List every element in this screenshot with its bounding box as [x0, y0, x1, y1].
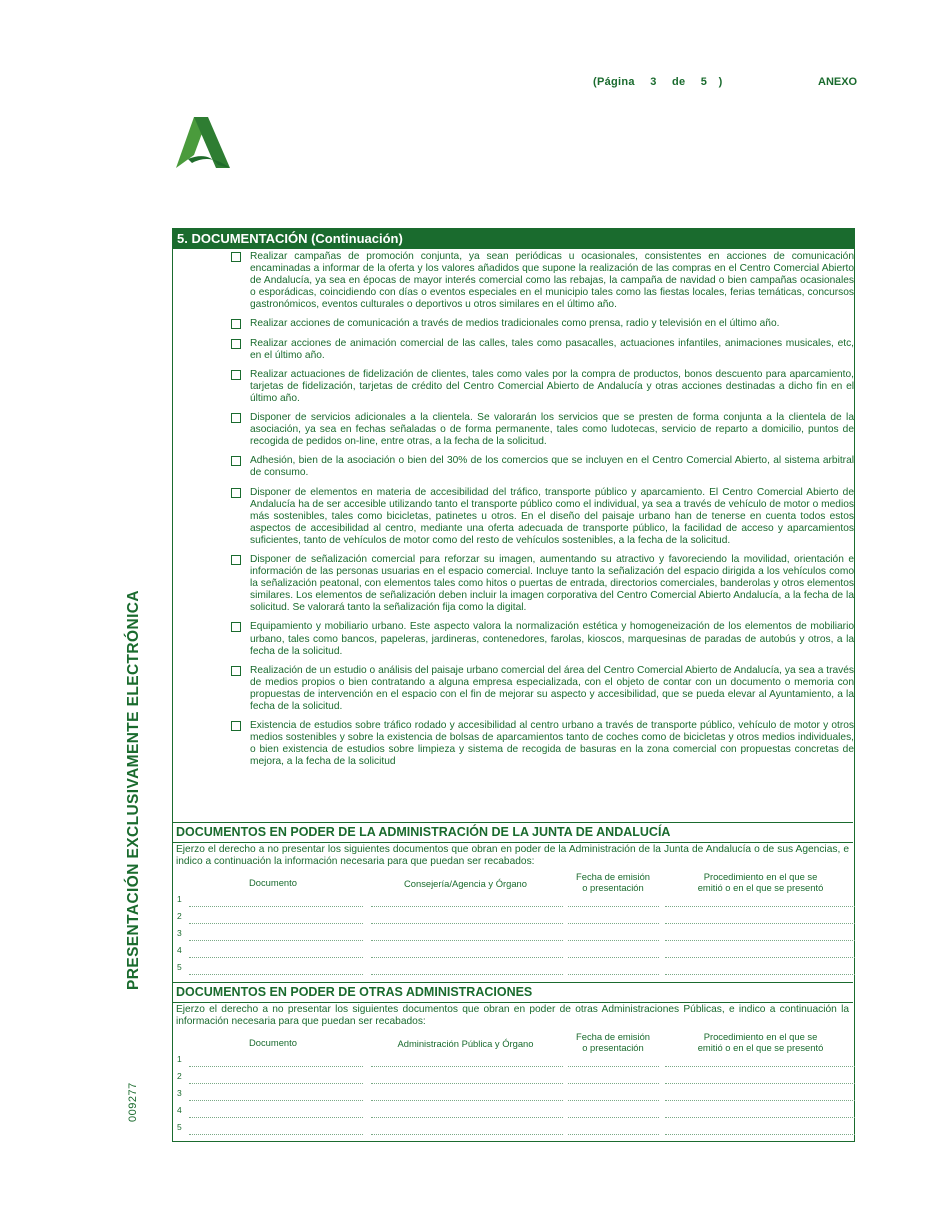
- other-docs-intro: Ejerzo el derecho a no presentar los siguientes documentos que obran en poder de otras Administraciones Públicas, e indico a continuación la información necesaria para que puedan ser recabados:: [176, 1004, 849, 1027]
- col-document: Documento: [249, 877, 297, 888]
- other-documents-section: [173, 982, 853, 1141]
- document-field[interactable]: [189, 906, 363, 907]
- checkbox[interactable]: [231, 555, 241, 565]
- date-field[interactable]: [568, 1100, 659, 1101]
- document-field[interactable]: [189, 1117, 363, 1118]
- date-field[interactable]: [568, 906, 659, 907]
- checklist-item: [230, 621, 856, 657]
- col-date-line1: Fecha de emisión: [576, 871, 650, 882]
- procedure-field[interactable]: [665, 923, 855, 924]
- col-procedure: [668, 1031, 853, 1053]
- procedure-field[interactable]: [665, 974, 855, 975]
- date-field[interactable]: [568, 1066, 659, 1067]
- col-proc-line2: emitió o en el que se presentó: [697, 1042, 824, 1053]
- body-field[interactable]: [371, 1066, 563, 1067]
- row-number: 1: [177, 1054, 182, 1064]
- document-field[interactable]: [189, 940, 363, 941]
- col-date: [563, 1031, 663, 1053]
- col-proc-line1: Procedimiento en el que se: [703, 1031, 818, 1042]
- col-body: Administración Pública y Órgano: [397, 1038, 534, 1049]
- checklist-item: [230, 338, 856, 362]
- body-field[interactable]: [371, 1134, 563, 1135]
- date-field[interactable]: [568, 974, 659, 975]
- junta-docs-title: DOCUMENTOS EN PODER DE LA ADMINISTRACIÓN DE LA JUNTA DE ANDALUCÍA: [173, 822, 853, 843]
- row-number: 5: [177, 1122, 182, 1132]
- checklist-item: [230, 554, 856, 614]
- date-field[interactable]: [568, 1134, 659, 1135]
- col-procedure: [668, 871, 853, 893]
- checklist-item: [230, 318, 856, 330]
- document-field[interactable]: [189, 1083, 363, 1084]
- date-field[interactable]: [568, 1083, 659, 1084]
- checklist-item-text: Realización de un estudio o análisis del paisaje urbano comercial del área del Centro Comercial Abierto de Andalucía, ya sea a través de medios propios o bien contratando a alguna empresa especializada, con el objeto de contar con un documento o memoria con propuestas de intervención en el espacio con el fin de mejorar su aspecto y accesibilidad, que se pueda elevar al Ayuntamiento, a la fecha de la solicitud.: [250, 664, 854, 712]
- checklist-item-text: Realizar acciones de comunicación a través de medios tradicionales como prensa, radio y televisión en el último año.: [250, 318, 780, 330]
- row-number: 3: [177, 1088, 182, 1098]
- checklist-item-text: Realizar actuaciones de fidelización de clientes, tales como vales por la compra de productos, bonos descuento para aparcamiento, tarjetas de fidelización, tarjetas de crédito del Centro Comercial Abierto de Andalucía y otras acciones destinadas a dicho fin en el último año.: [250, 368, 854, 404]
- checklist-item: [230, 665, 856, 713]
- checklist-item-text: Equipamiento y mobiliario urbano. Este aspecto valora la normalización estética y homogeneización de los elementos de mobiliario urbano, tales como bancos, papeleras, jardineras, contenedores, farolas, kioscos, marquesinas de paradas de autobús y otros, a la fecha de la solicitud.: [250, 621, 854, 657]
- col-document: Documento: [249, 1037, 297, 1048]
- checklist-item: [230, 251, 856, 311]
- body-field[interactable]: [371, 974, 563, 975]
- checklist-item-text: Realizar acciones de animación comercial de las calles, tales como pasacalles, actuaciones infantiles, animaciones musicales, etc, en el último año.: [250, 337, 854, 361]
- page-counter: [593, 76, 723, 88]
- checklist-item-text: Disponer de señalización comercial para reforzar su imagen, aumentando su atractivo y favoreciendo la movilidad, orientación e información de las personas usuarias en el espacio comercial. Incluye tanto la señalización del espacio dirigida a los vehículos como la señalización peatonal, con elementos tales como hitos o puertas de entrada, directorios comerciales, banderolas y otros elementos similares. Los elementos de señalización deben incluir la imagen corporativa del Centro Comercial Abierto Andalucía, a la fecha de la solicitud. Se valorará tanto la señalización fija como la digital.: [250, 553, 854, 614]
- checkbox[interactable]: [231, 413, 241, 423]
- checkbox[interactable]: [231, 622, 241, 632]
- body-field[interactable]: [371, 1100, 563, 1101]
- sidebar-title: PRESENTACIÓN EXCLUSIVAMENTE ELECTRÓNICA: [125, 590, 142, 990]
- page-total: 5: [700, 76, 708, 88]
- row-number: 1: [177, 894, 182, 904]
- checklist-item-text: Disponer de elementos en materia de accesibilidad del tráfico, transporte público y aparcamiento. El Centro Comercial Abierto de Andalucía ha de ser accesible utilizando tanto el transporte público como el individual, ya sea a través de vehículo de motor o medios más sostenibles, tales como bicicletas, patinetes u otros. En el diseño del paisaje urbano han de tenerse en cuenta todos estos aspectos de accesibilidad al centro, mediante una oferta adecuada de transporte público, la facilidad de acceso y aparcamientos suficientes, tanto de vehículos de motor como del resto de vehículos sostenibles, a la fecha de la solicitud.: [250, 486, 854, 546]
- procedure-field[interactable]: [665, 1100, 855, 1101]
- checkbox[interactable]: [231, 456, 241, 466]
- document-field[interactable]: [189, 1100, 363, 1101]
- body-field[interactable]: [371, 906, 563, 907]
- row-number: 3: [177, 928, 182, 938]
- procedure-field[interactable]: [665, 940, 855, 941]
- checklist-item-text: Realizar campañas de promoción conjunta, ya sean periódicas u ocasionales, consistentes en acciones de comunicación encaminadas a informar de la oferta y los valores añadidos que supone la realización de las compras en el Centro Comercial Abierto de Andalucía, ya sea en épocas de mayor interés comercial como las rebajas, la campaña de navidad o bien campañas ocasionales o esporádicas, coincidiendo con días o eventos especiales en el municipio tales como las fiestas locales, ferias temáticas, concursos gastronómicos, eventos culturales o deportivos u otros similares en el último año.: [250, 251, 854, 311]
- checkbox[interactable]: [231, 370, 241, 380]
- procedure-field[interactable]: [665, 957, 855, 958]
- date-field[interactable]: [568, 1117, 659, 1118]
- procedure-field[interactable]: [665, 1117, 855, 1118]
- checkbox[interactable]: [231, 488, 241, 498]
- checkbox[interactable]: [231, 721, 241, 731]
- requirements-checklist: [230, 251, 856, 775]
- body-field[interactable]: [371, 940, 563, 941]
- body-field[interactable]: [371, 923, 563, 924]
- checklist-item-text: Adhesión, bien de la asociación o bien del 30% de los comercios que se incluyen en el Centro Comercial Abierto, al sistema arbitral de consumo.: [250, 455, 854, 479]
- date-field[interactable]: [568, 923, 659, 924]
- document-field[interactable]: [189, 1134, 363, 1135]
- col-proc-line2: emitió o en el que se presentó: [697, 882, 824, 893]
- document-field[interactable]: [189, 1066, 363, 1067]
- other-docs-title: DOCUMENTOS EN PODER DE OTRAS ADMINISTRACIONES: [173, 982, 853, 1003]
- section-title: 5. DOCUMENTACIÓN (Continuación): [173, 229, 854, 249]
- junta-docs-intro: Ejerzo el derecho a no presentar los siguientes documentos que obran en poder de la Administración de la Junta de Andalucía o de sus Agencias, e indico a continuación la información necesaria para que puedan ser recabados:: [176, 844, 849, 867]
- date-field[interactable]: [568, 940, 659, 941]
- row-number: 2: [177, 911, 182, 921]
- body-field[interactable]: [371, 957, 563, 958]
- checkbox[interactable]: [231, 339, 241, 349]
- date-field[interactable]: [568, 957, 659, 958]
- junta-andalucia-logo-icon: [174, 115, 234, 171]
- checkbox[interactable]: [231, 252, 241, 262]
- page-suffix: ): [718, 76, 723, 88]
- document-field[interactable]: [189, 923, 363, 924]
- col-date-line2: o presentación: [582, 882, 644, 893]
- col-date-line1: Fecha de emisión: [576, 1031, 650, 1042]
- procedure-field[interactable]: [665, 1066, 855, 1067]
- checklist-item: [230, 720, 856, 768]
- checklist-item: [230, 455, 856, 479]
- document-field[interactable]: [189, 974, 363, 975]
- col-body: Consejería/Agencia y Órgano: [404, 878, 527, 889]
- col-proc-line1: Procedimiento en el que se: [703, 871, 818, 882]
- annex-label: ANEXO: [818, 76, 858, 88]
- junta-documents-section: [173, 822, 853, 982]
- checklist-item-text: Existencia de estudios sobre tráfico rodado y accesibilidad al centro urbano a través de transporte público, vehículo de motor y otros medios sostenibles y sobre la existencia de bolsas de aparcamientos tanto de coches como de bicicletas y otros medios individuales, o bien existencia de estudios sobre limpieza y sistema de recogida de basuras en la zona comercial con propuestas concretas de mejora, a la fecha de la solicitud: [250, 720, 854, 768]
- procedure-field[interactable]: [665, 906, 855, 907]
- document-field[interactable]: [189, 957, 363, 958]
- procedure-field[interactable]: [665, 1083, 855, 1084]
- row-number: 2: [177, 1071, 182, 1081]
- checkbox[interactable]: [231, 319, 241, 329]
- page-prefix: (Página: [593, 76, 635, 88]
- checklist-item: [230, 412, 856, 448]
- procedure-field[interactable]: [665, 1134, 855, 1135]
- col-date-line2: o presentación: [582, 1042, 644, 1053]
- row-number: 4: [177, 945, 182, 955]
- body-field[interactable]: [371, 1117, 563, 1118]
- checklist-item: [230, 369, 856, 405]
- checklist-item-text: Disponer de servicios adicionales a la clientela. Se valorarán los servicios que se presten de forma conjunta a la clientela de la asociación, ya sea en fechas señaladas o de forma permanente, tales como ludotecas, servicio de reparto a domicilio, puntos de recogida de pedidos on-line, entre otras, a la fecha de la solicitud.: [250, 412, 854, 448]
- page-of: de: [671, 76, 686, 88]
- row-number: 5: [177, 962, 182, 972]
- checklist-item: [230, 487, 856, 547]
- body-field[interactable]: [371, 1083, 563, 1084]
- col-date: [563, 871, 663, 893]
- form-code: 009277: [127, 1082, 139, 1122]
- page-current: 3: [650, 76, 657, 88]
- documentation-form: [172, 228, 855, 1142]
- row-number: 4: [177, 1105, 182, 1115]
- checkbox[interactable]: [231, 666, 241, 676]
